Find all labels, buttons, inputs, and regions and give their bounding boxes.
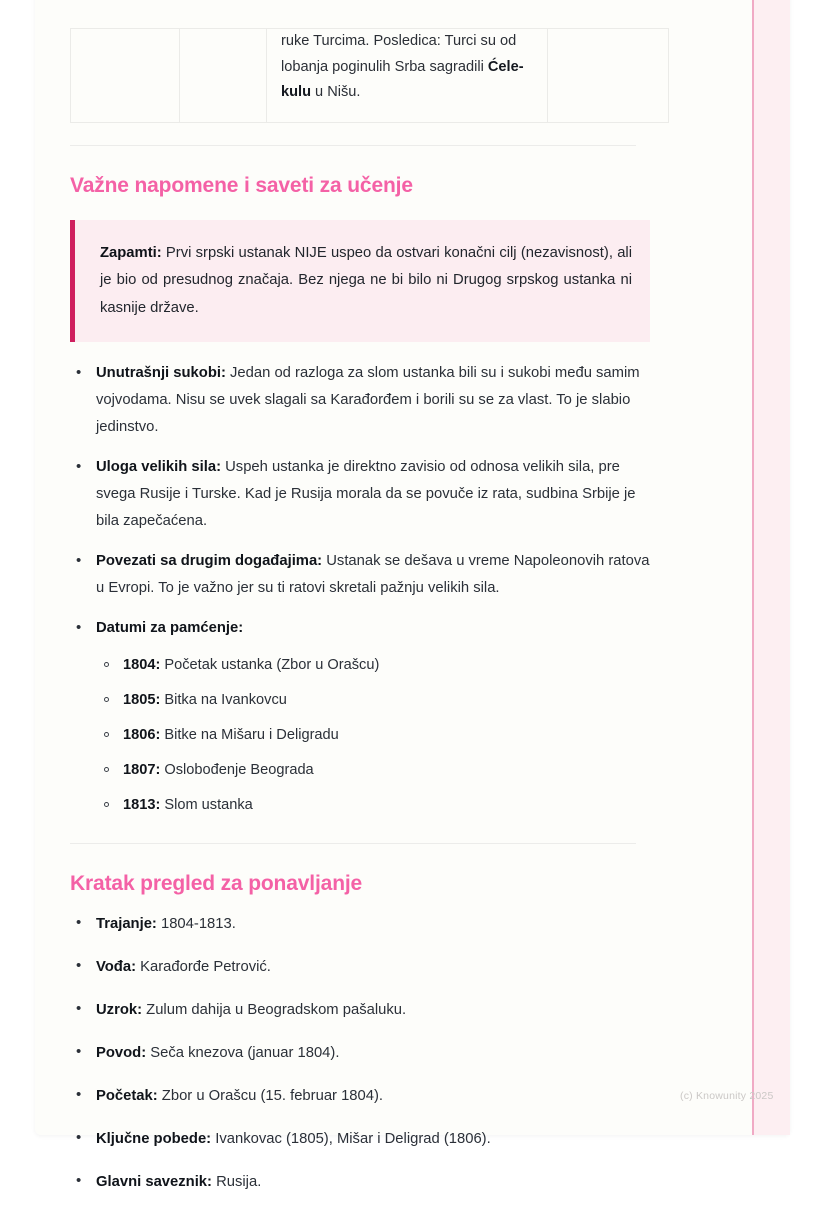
summary-bullet-list xyxy=(70,912,670,1194)
list-item xyxy=(70,998,670,1022)
list-item-label: Povezati sa drugim događajima: xyxy=(96,553,323,569)
list-item xyxy=(70,454,658,535)
table-cell-col3 xyxy=(267,29,548,123)
date-text: Bitke na Mišaru i Deligradu xyxy=(160,727,339,743)
list-item-label: Datumi za pamćenje: xyxy=(96,620,244,636)
list-item-text: Uspeh ustanka je direktno zavisio od odnosa velikih sila, pre svega Rusije i Turske. Kad je Rusija morala da se povuče iz rata, sudbina Srbije je bila zapečaćena. xyxy=(96,459,636,529)
table-row xyxy=(71,29,669,123)
date-text: Oslobođenje Beograda xyxy=(160,762,314,778)
summary-text: Ivankovac (1805), Mišar i Deligrad (1806). xyxy=(211,1131,491,1147)
summary-text: Zulum dahija u Beogradskom pašaluku. xyxy=(142,1002,407,1018)
list-item xyxy=(70,912,670,936)
table-cell-col2 xyxy=(180,29,267,123)
list-item xyxy=(96,723,658,747)
summary-label: Vođa: xyxy=(96,959,137,975)
table-cell-text-part1: ruke Turcima. Posledica: Turci su od lobanja poginulih Srba sagradili xyxy=(281,33,517,75)
summary-label: Uzrok: xyxy=(96,1002,143,1018)
summary-label: Glavni saveznik: xyxy=(96,1174,212,1190)
summary-label: Trajanje: xyxy=(96,916,157,932)
table-cell-text-bold: Ćele-kulu xyxy=(281,58,524,100)
date-year: 1807: xyxy=(123,762,161,778)
summary-text: Rusija. xyxy=(211,1174,262,1190)
list-item xyxy=(70,1127,670,1151)
summary-label: Povod: xyxy=(96,1045,147,1061)
list-item xyxy=(70,955,670,979)
copyright-watermark: (c) Knowunity 2025 xyxy=(680,1090,774,1102)
list-item-label: Unutrašnji sukobi: xyxy=(96,365,226,381)
date-year: 1806: xyxy=(123,727,161,743)
summary-text: Seča knezova (januar 1804). xyxy=(146,1045,340,1061)
callout-label: Zapamti: xyxy=(100,244,162,261)
summary-label: Početak: xyxy=(96,1088,158,1104)
date-text: Početak ustanka (Zbor u Orašcu) xyxy=(160,657,380,673)
list-item xyxy=(70,1041,670,1065)
date-year: 1804: xyxy=(123,657,161,673)
list-item xyxy=(96,688,658,712)
dates-sub-list xyxy=(96,653,658,817)
section-title-notes: Važne napomene i saveti za učenje xyxy=(70,173,413,197)
list-item xyxy=(96,793,658,817)
summary-label: Ključne pobede: xyxy=(96,1131,212,1147)
list-item xyxy=(96,653,658,677)
list-item-dates-group xyxy=(70,615,658,817)
summary-text: Karađorđe Petrović. xyxy=(136,959,271,975)
list-item xyxy=(70,360,658,441)
document-content-column xyxy=(70,0,670,1213)
table-fragment xyxy=(70,28,669,123)
table-cell-col4 xyxy=(548,29,669,123)
list-item-label: Uloga velikih sila: xyxy=(96,459,221,475)
summary-text: Zbor u Orašcu (15. februar 1804). xyxy=(157,1088,384,1104)
list-item xyxy=(70,548,658,602)
list-item xyxy=(70,1170,670,1194)
date-text: Slom ustanka xyxy=(160,797,253,813)
summary-text: 1804-1813. xyxy=(156,916,236,932)
date-year: 1805: xyxy=(123,692,161,708)
section-title-summary: Kratak pregled za ponavljanje xyxy=(70,872,363,895)
callout-text: Prvi srpski ustanak NIJE uspeo da ostvari konačni cilj (nezavisnost), ali je bio od presudnog značaja. Bez njega ne bi bilo ni Drugog srpskog ustanka ni kasnije države. xyxy=(100,244,632,316)
list-item-text: Ustanak se dešava u vreme Napoleonovih ratova u Evropi. To je važno jer su ti ratovi skretali pažnju velikih sila. xyxy=(96,553,650,596)
list-item xyxy=(70,1084,670,1108)
document-page-card xyxy=(35,0,790,1190)
date-year: 1813: xyxy=(123,797,161,813)
table-cell-text-part2: u Nišu. xyxy=(311,84,361,100)
callout-paragraph xyxy=(100,240,632,323)
section-divider-middle xyxy=(70,843,636,844)
list-item xyxy=(96,758,658,782)
date-text: Bitka na Ivankovcu xyxy=(160,692,287,708)
notes-bullet-list xyxy=(70,360,670,817)
remember-callout xyxy=(70,220,650,343)
section-divider-top xyxy=(70,145,636,146)
page-edge-accent-panel xyxy=(754,0,790,1135)
list-item-text: Jedan od razloga za slom ustanka bili su i sukobi među samim vojvodama. Nisu se uvek slagali sa Karađorđem i borili su se za vlast. To je slabio jedinstvo. xyxy=(96,365,640,435)
table-cell-col1 xyxy=(71,29,180,123)
